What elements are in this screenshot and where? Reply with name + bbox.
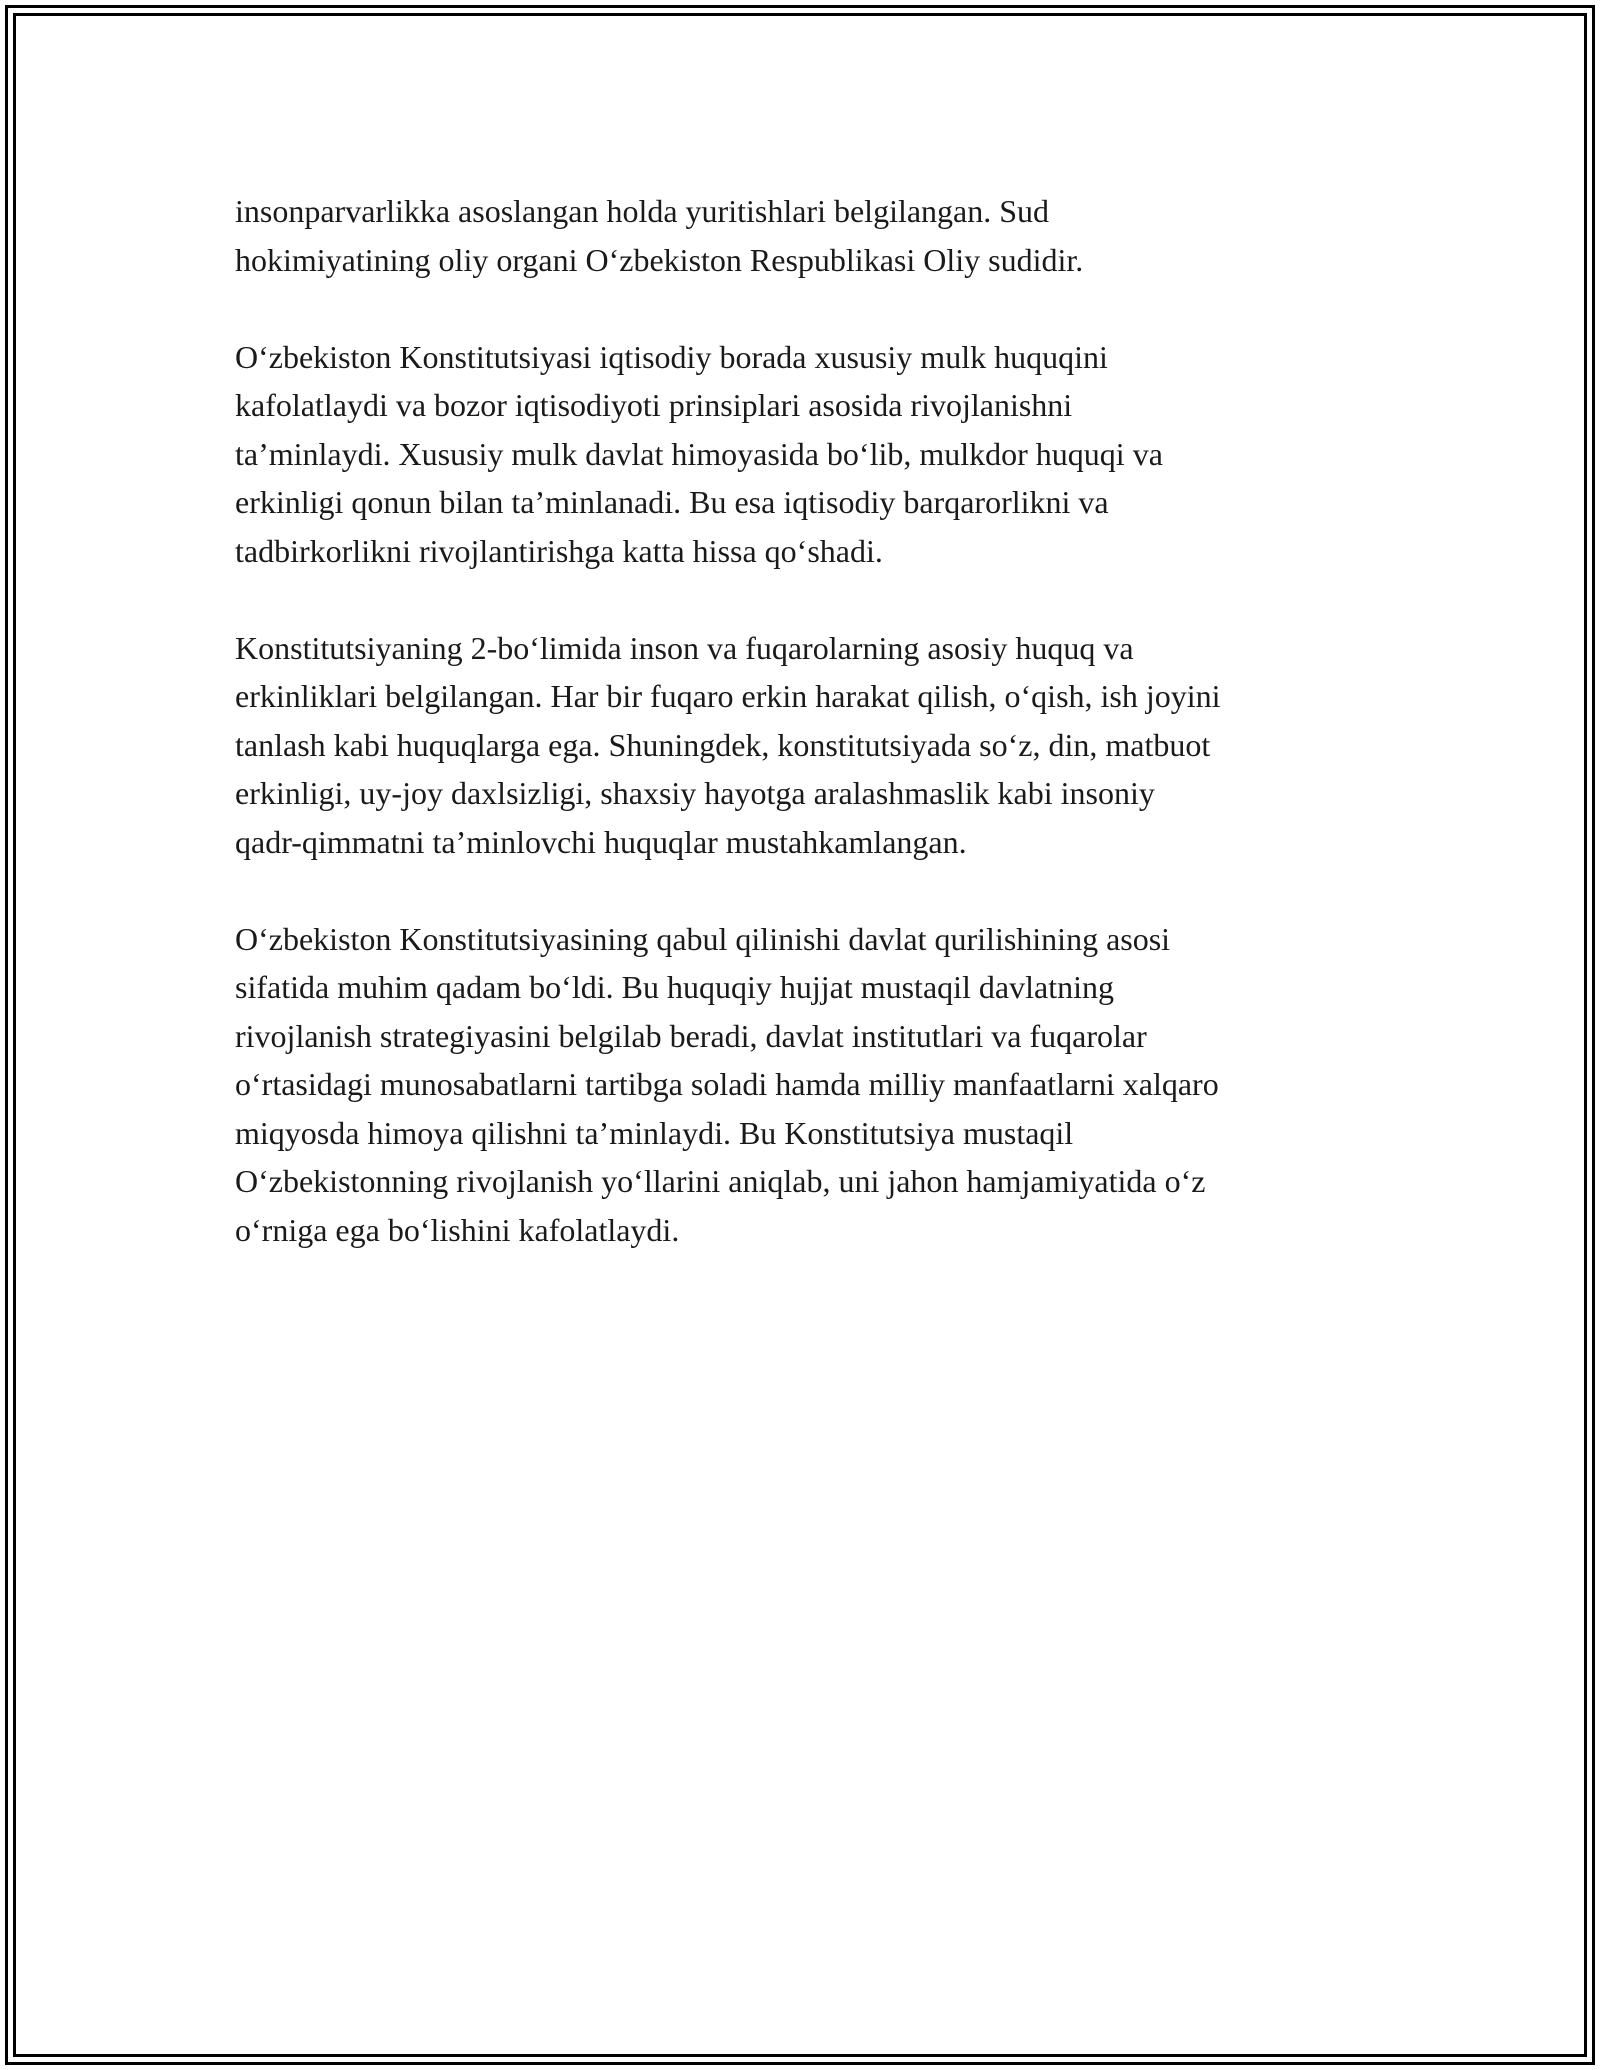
text-line: Oʻzbekiston Konstitutsiyasining qabul qilinishi davlat qurilishining asosi bbox=[235, 920, 1171, 957]
paragraph-significance bbox=[235, 915, 1400, 1255]
text-line: erkinligi qonun bilan taʼminlanadi. Bu esa iqtisodiy barqarorlikni va bbox=[235, 484, 1109, 520]
text-line: rivojlanish strategiyasini belgilab beradi, davlat institutlari va fuqarolar bbox=[235, 1017, 1147, 1054]
paragraph-rights bbox=[235, 624, 1400, 867]
text-line: Oʻzbekistonning rivojlanish yoʻllarini aniqlab, uni jahon hamjamiyatida oʻz bbox=[235, 1163, 1206, 1199]
text-line: sifatida muhim qadam boʻldi. Bu huquqiy hujjat mustaqil davlatning bbox=[235, 969, 1114, 1005]
text-line: hokimiyatining oliy organi Oʻzbekiston Respublikasi Oliy sudidir. bbox=[235, 241, 1084, 278]
text-line: erkinliklari belgilangan. Har bir fuqaro erkin harakat qilish, oʻqish, ish joyini bbox=[235, 678, 1221, 714]
document-body bbox=[235, 187, 1400, 1303]
text-line: taʼminlaydi. Xususiy mulk davlat himoyasida boʻlib, mulkdor huquqi va bbox=[235, 435, 1163, 472]
paragraph-economy bbox=[235, 333, 1400, 576]
text-line: qadr-qimmatni taʼminlovchi huquqlar mustahkamlangan. bbox=[235, 823, 967, 860]
text-line: kafolatlaydi va bozor iqtisodiyoti prinsiplari asosida rivojlanishni bbox=[235, 387, 1073, 423]
text-line: tanlash kabi huquqlarga ega. Shuningdek, konstitutsiyada soʻz, din, matbuot bbox=[235, 726, 1211, 763]
text-line: erkinligi, uy-joy daxlsizligi, shaxsiy hayotga aralashmaslik kabi insoniy bbox=[235, 775, 1155, 811]
text-line: oʻrtasidagi munosabatlarni tartibga soladi hamda milliy manfaatlarni xalqaro bbox=[235, 1066, 1219, 1102]
text-line: tadbirkorlikni rivojlantirishga katta hissa qoʻshadi. bbox=[235, 532, 883, 569]
text-line: Oʻzbekiston Konstitutsiyasi iqtisodiy borada xususiy mulk huquqini bbox=[235, 338, 1108, 375]
text-line: insonparvarlikka asoslangan holda yuritishlari belgilangan. Sud bbox=[235, 193, 1050, 229]
text-line: oʻrniga ega boʻlishini kafolatlaydi. bbox=[235, 1211, 680, 1248]
text-line: miqyosda himoya qilishni taʼminlaydi. Bu Konstitutsiya mustaqil bbox=[235, 1114, 1074, 1151]
text-line: Konstitutsiyaning 2-boʻlimida inson va fuqarolarning asosiy huquq va bbox=[235, 629, 1134, 666]
paragraph-judiciary bbox=[235, 187, 1400, 284]
